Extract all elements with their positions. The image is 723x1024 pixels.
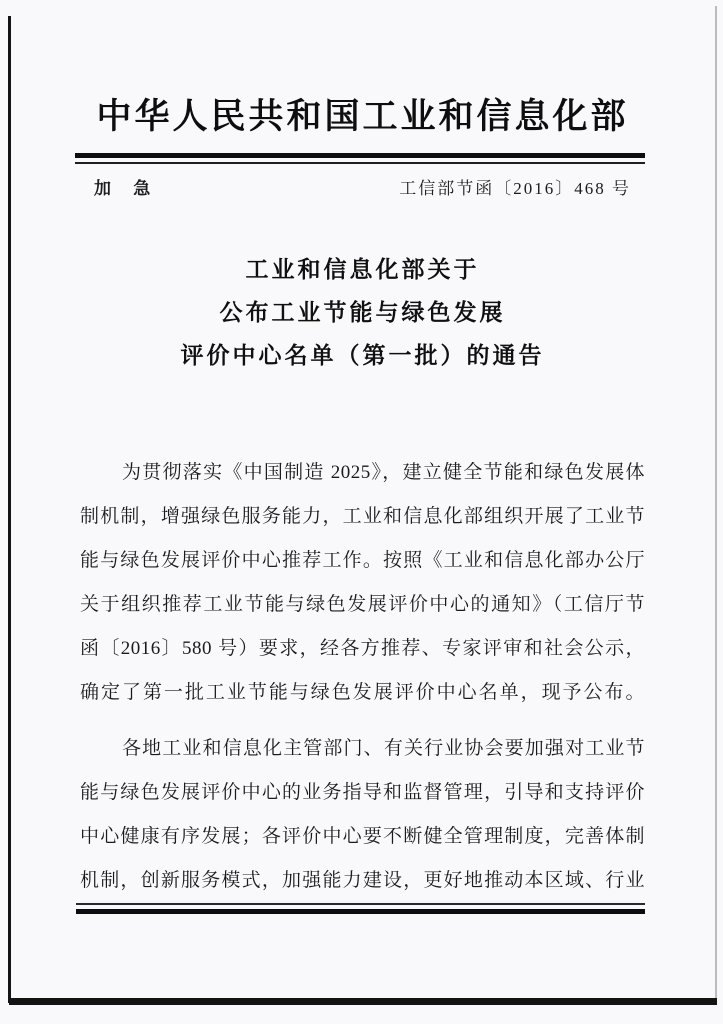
- body-line: 制机制，增强绿色服务能力，工业和信息化部组织开展了工业节: [80, 506, 645, 527]
- document-number: 工信部节函〔2016〕468 号: [399, 179, 631, 198]
- body-line: 机制，创新服务模式，加强能力建设，更好地推动本区域、行业: [80, 870, 645, 891]
- document-content: [80, 0, 645, 1024]
- body-line: 能与绿色发展评价中心推荐工作。按照《工业和信息化部办公厅: [80, 550, 645, 571]
- body-line: 为贯彻落实《中国制造 2025》，建立健全节能和绿色发展体: [122, 462, 645, 483]
- ministry-letterhead-title: 中华人民共和国工业和信息化部: [96, 97, 629, 136]
- paragraph-1: [80, 451, 645, 715]
- letterhead-divider-thin: [75, 162, 645, 164]
- document-title-line-2: 公布工业节能与绿色发展: [219, 300, 506, 325]
- body-line: 确定了第一批工业节能与绿色发展评价中心名单，现予公布。: [80, 682, 645, 703]
- scan-edge-right: [715, 6, 717, 998]
- urgency-label: 加 急: [94, 179, 160, 198]
- page-footer-divider-thin: [76, 903, 645, 905]
- body-line: 函〔2016〕580 号）要求，经各方推荐、专家评审和社会公示，: [80, 638, 645, 659]
- body-line: 关于组织推荐工业节能与绿色发展评价中心的通知》（工信厅节: [80, 594, 645, 615]
- body-line: 各地工业和信息化主管部门、有关行业协会要加强对工业节: [122, 738, 645, 759]
- paragraph-2: [80, 727, 645, 903]
- document-title: [80, 248, 645, 377]
- body-line: 能与绿色发展评价中心的业务指导和监督管理，引导和支持评价: [80, 782, 645, 803]
- letterhead-divider-thick: [75, 153, 645, 158]
- body-line: 中心健康有序发展；各评价中心要不断健全管理制度，完善体制: [80, 826, 645, 847]
- page-footer-divider-thick: [76, 909, 645, 914]
- document-title-line-1: 工业和信息化部关于: [245, 257, 480, 282]
- scan-edge-left: [8, 16, 11, 1003]
- document-meta-row: [80, 176, 645, 202]
- document-body: [80, 451, 645, 903]
- document-title-line-3: 评价中心名单（第一批）的通告: [180, 343, 545, 368]
